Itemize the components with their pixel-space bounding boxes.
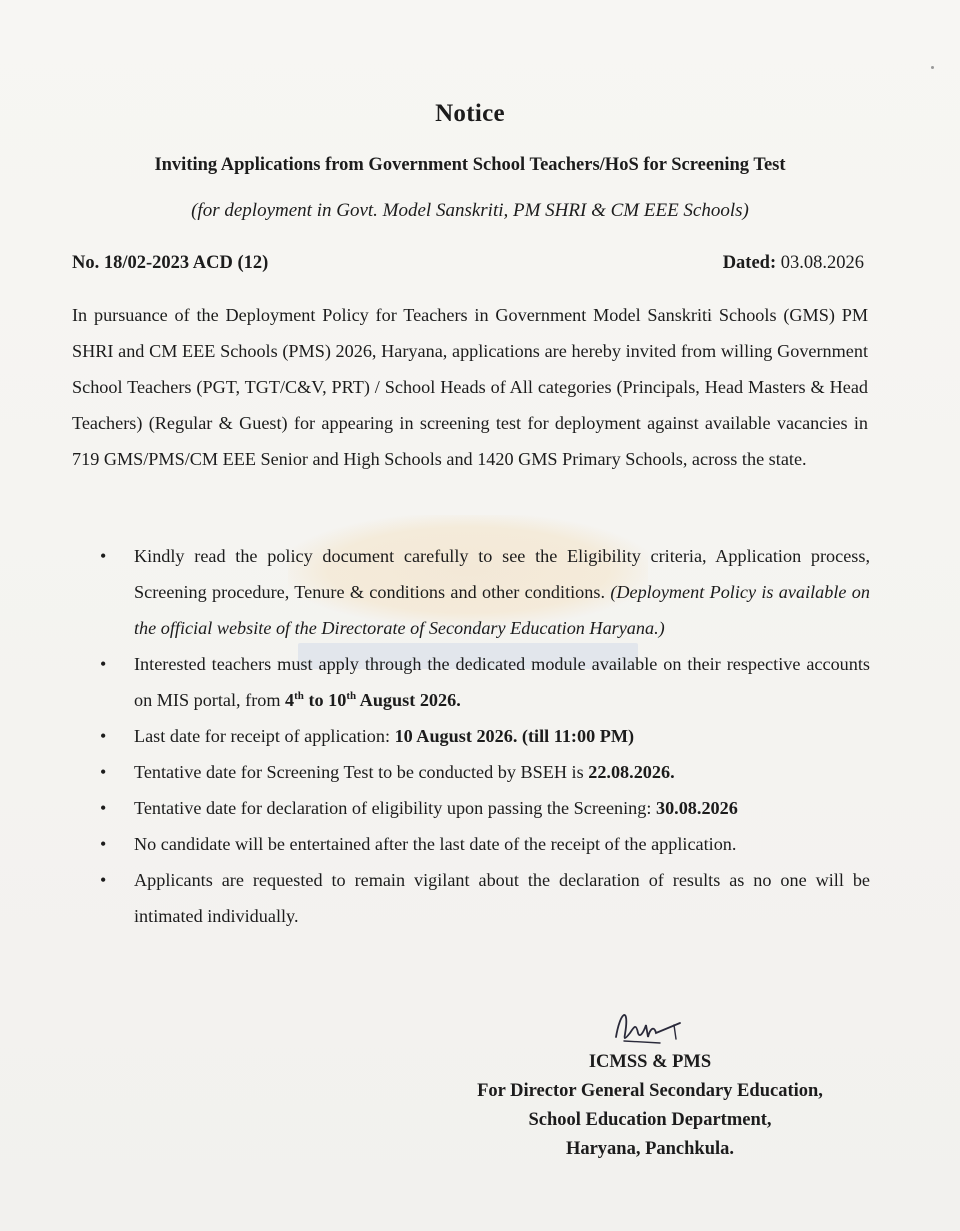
scan-speck — [931, 66, 934, 69]
reference-line — [72, 253, 864, 274]
screening-date: 22.08.2026. — [588, 762, 675, 782]
list-item — [100, 646, 870, 718]
bullet-icon: • — [100, 834, 107, 854]
list-item — [100, 826, 870, 862]
bullet-icon: • — [100, 762, 107, 782]
date-to-word: to — [303, 690, 329, 710]
signatory-office: ICMSS & PMS — [588, 1052, 712, 1072]
signature-icon — [610, 1003, 690, 1051]
bullet-text: Applicants are requested to remain vigilant about the declaration of results as no one will be intimated individually. — [134, 870, 870, 926]
bullet-icon: • — [100, 870, 107, 890]
reference-number: No. 18/02-2023 ACD (12) — [72, 253, 269, 273]
signatory-department: School Education Department, — [528, 1110, 772, 1130]
bullet-icon: • — [100, 726, 107, 746]
bullet-icon: • — [100, 546, 107, 566]
dated-field — [723, 253, 864, 274]
bullet-text: Kindly read the policy document carefully to see the Eligibility criteria, Application process, Screening procedure, Tenure & conditions and other conditions. — [134, 546, 870, 602]
bullet-text: No candidate will be entertained after the last date of the receipt of the application. — [134, 834, 737, 854]
date-from-suffix: th — [294, 689, 304, 702]
bullet-icon: • — [100, 798, 107, 818]
intro-paragraph: In pursuance of the Deployment Policy for Teachers in Government Model Sanskriti Schools (GMS) PM SHRI and CM EEE Schools (PMS) 2026, Haryana, applications are hereby invited from willing Government School Teachers (PGT, TGT/C&V, PRT) / School Heads of All categories (Principals, Head Masters & Head Teachers) (Regular & Guest) for appearing in screening test for deployment against available vacancies in 719 GMS/PMS/CM EEE Senior and High Schools and 1420 GMS Primary Schools, across the state. — [72, 305, 868, 469]
bullet-text: Interested teachers must apply through the dedicated module available on their respective accounts on MIS portal, from — [134, 654, 870, 710]
list-item — [100, 862, 870, 934]
dated-value: 03.08.2026 — [780, 253, 864, 273]
date-to-suffix: th — [346, 689, 357, 702]
last-date: 10 August 2026. (till 11:00 PM) — [394, 726, 635, 746]
notice-title: Notice — [435, 100, 505, 127]
date-end: August 2026. — [356, 690, 461, 710]
bullet-text: Tentative date for declaration of eligibility upon passing the Screening: — [134, 798, 656, 818]
date-to: 10 — [328, 690, 347, 710]
eligibility-date: 30.08.2026 — [655, 798, 738, 818]
bullet-text: Tentative date for Screening Test to be conducted by BSEH is — [134, 762, 589, 782]
bullet-text: Last date for receipt of application: — [134, 726, 395, 746]
notice-subtitle-italic: (for deployment in Govt. Model Sanskriti, PM SHRI & CM EEE Schools) — [191, 200, 749, 221]
list-item — [100, 538, 870, 646]
notice-subtitle: Inviting Applications from Government School Teachers/HoS for Screening Test — [154, 155, 786, 175]
bullet-icon: • — [100, 654, 107, 674]
date-from: 4 — [285, 690, 295, 710]
dated-label: Dated: — [722, 253, 777, 273]
list-item — [100, 790, 870, 826]
signatory-block — [420, 1048, 880, 1164]
list-item — [100, 754, 870, 790]
date-range — [285, 690, 461, 710]
bullet-list — [100, 538, 870, 934]
signatory-location: Haryana, Panchkula. — [565, 1139, 735, 1159]
list-item — [100, 718, 870, 754]
bullet-italic-note: (Deployment Policy is available on the official website of the Directorate of Secondary Education Haryana.) — [134, 582, 870, 638]
signatory-designation: For Director General Secondary Education, — [477, 1081, 823, 1101]
